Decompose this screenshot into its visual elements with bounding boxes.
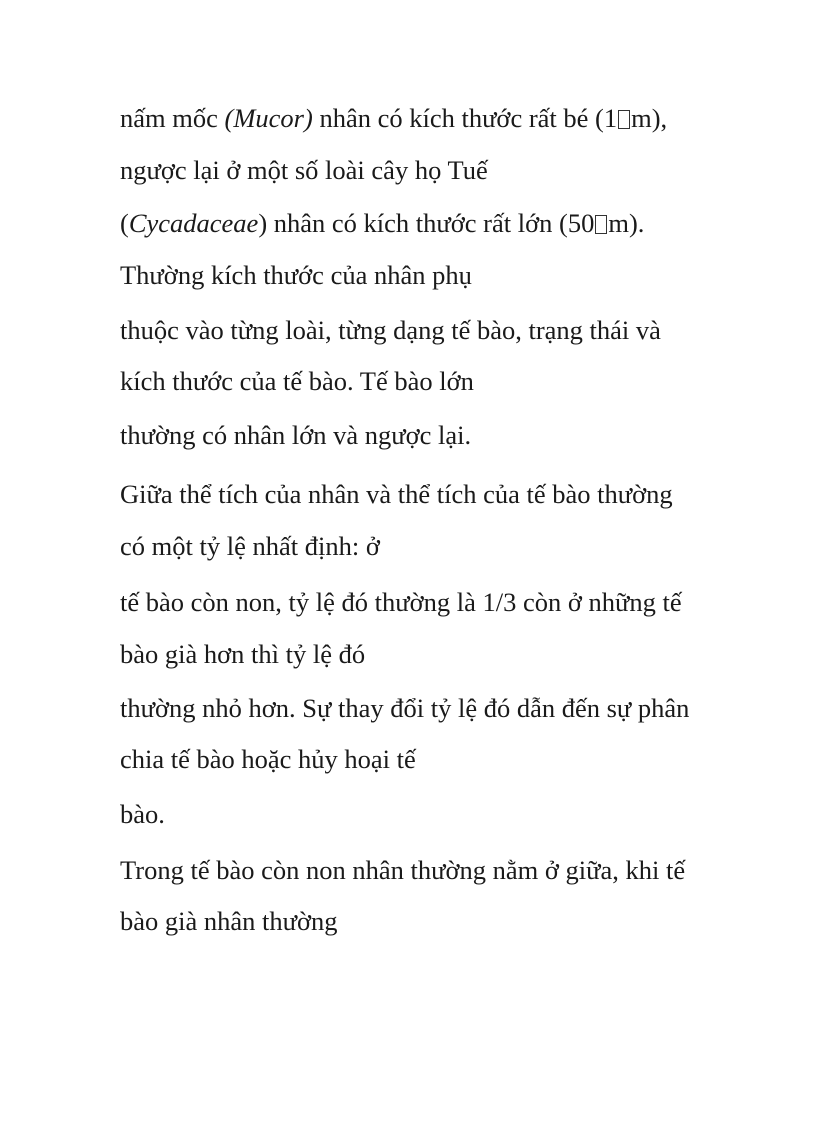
text-line-1: [120, 105, 667, 132]
text-line-15: Trong tế bào còn non nhân thường nằm ở giữa, khi tế: [120, 855, 686, 885]
text-line-6: kích thước của tế bào. Tế bào lớn: [120, 366, 474, 396]
line-1-italic-term: (Mucor): [224, 103, 313, 133]
line-1-text-c: m),: [631, 103, 668, 133]
line-3-text-b: ) nhân có kích thước rất lớn (50: [258, 208, 595, 238]
missing-glyph-box-icon: [595, 215, 607, 234]
text-line-11: bào già hơn thì tỷ lệ đó: [120, 639, 366, 669]
line-1-text-b: nhân có kích thước rất bé (1: [312, 103, 618, 133]
line-3-text-c: m).: [608, 208, 645, 238]
text-line-13: chia tế bào hoặc hủy hoại tế: [120, 744, 416, 774]
text-line-5: thuộc vào từng loài, từng dạng tế bào, trạng thái và: [120, 315, 661, 345]
line-1-text-a: nấm mốc: [120, 103, 225, 133]
missing-glyph-box-icon: [618, 110, 630, 129]
line-3-italic-term: Cycadaceae: [128, 208, 259, 238]
text-line-9: có một tỷ lệ nhất định: ở: [120, 531, 380, 561]
text-line-2: ngược lại ở một số loài cây họ Tuế: [120, 155, 488, 185]
text-line-8: Giữa thể tích của nhân và thể tích của tế bào thường: [120, 479, 673, 509]
text-line-16: bào già nhân thường: [120, 906, 338, 936]
text-line-4: Thường kích thước của nhân phụ: [120, 260, 472, 290]
text-line-3: [120, 210, 644, 237]
text-line-14: bào.: [120, 799, 165, 829]
text-line-10: tế bào còn non, tỷ lệ đó thường là 1/3 còn ở những tế: [120, 587, 682, 617]
line-3-text-a: (: [120, 208, 129, 238]
text-line-12: thường nhỏ hơn. Sự thay đổi tỷ lệ đó dẫn đến sự phân: [120, 693, 690, 723]
text-line-7: thường có nhân lớn và ngược lại.: [120, 420, 472, 450]
